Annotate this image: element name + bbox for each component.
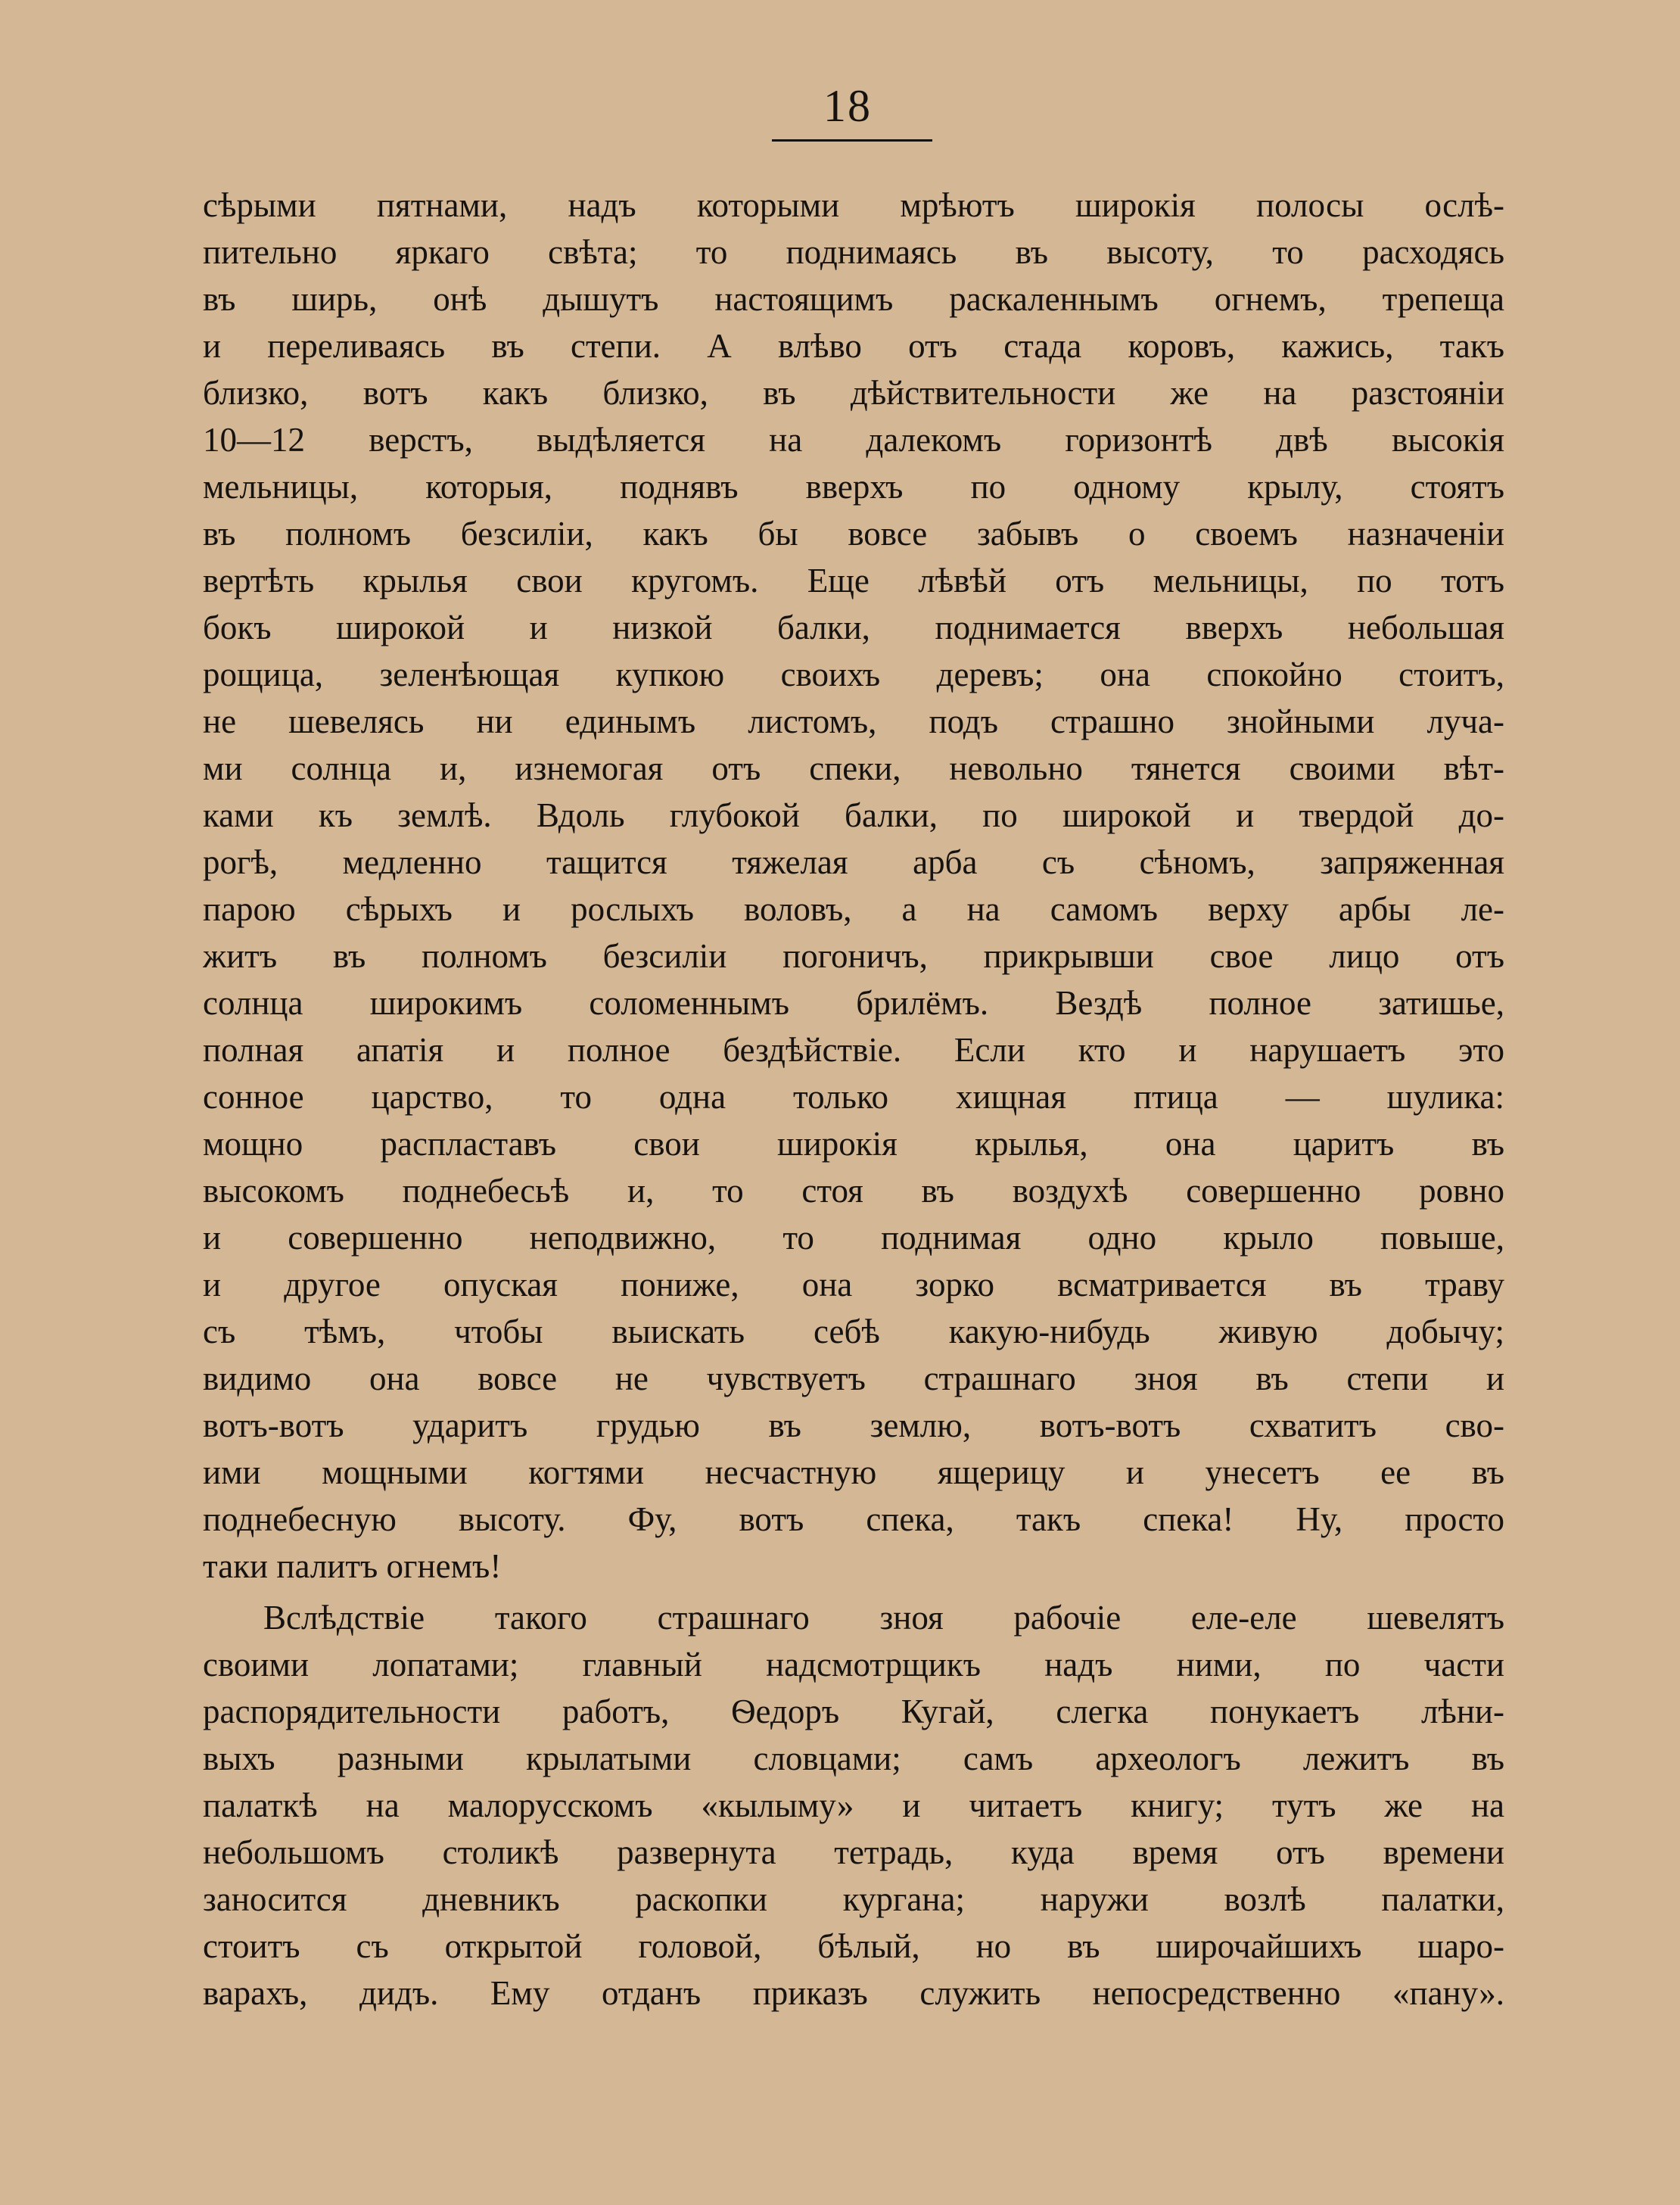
text-line: полная апатія и полное бездѣйствіе. Если кто и нарушаетъ это	[203, 1031, 1504, 1069]
page-number-rule	[772, 139, 932, 142]
text-line: близко, вотъ какъ близко, въ дѣйствительности же на разстояніи	[203, 374, 1504, 412]
text-line: пительно яркаго свѣта; то поднимаясь въ высоту, то расходясь	[203, 233, 1504, 271]
text-line: таки палитъ огнемъ!	[203, 1547, 502, 1585]
text-line: и другое опуская пониже, она зорко всматривается въ траву	[203, 1266, 1504, 1303]
text-line: парою сѣрыхъ и рослыхъ воловъ, а на самомъ верху арбы ле-	[203, 890, 1504, 928]
text-line: выхъ разными крылатыми словцами; самъ археологъ лежитъ въ	[203, 1739, 1504, 1777]
paragraph-1	[203, 182, 1504, 1590]
text-line: мельницы, которыя, поднявъ вверхъ по одному крылу, стоятъ	[203, 468, 1504, 506]
text-line: не шевелясь ни единымъ листомъ, подъ страшно знойными луча-	[203, 702, 1504, 740]
text-line: ками къ землѣ. Вдоль глубокой балки, по широкой и твердой до-	[203, 796, 1504, 834]
page-number: 18	[823, 81, 872, 131]
text-line: поднебесную высоту. Фу, вотъ спека, такъ спека! Ну, просто	[203, 1500, 1504, 1538]
text-line: въ ширь, онѣ дышутъ настоящимъ раскаленнымъ огнемъ, трепеща	[203, 280, 1504, 318]
text-line: рощица, зеленѣющая купкою своихъ деревъ; она спокойно стоитъ,	[203, 656, 1504, 693]
text-line: ми солнца и, изнемогая отъ спеки, невольно тянется своими вѣт-	[203, 749, 1504, 787]
text-line: въ полномъ безсиліи, какъ бы вовсе забывъ о своемъ назначеніи	[203, 515, 1504, 553]
text-line: вотъ-вотъ ударитъ грудью въ землю, вотъ-вотъ схватитъ сво-	[203, 1406, 1504, 1444]
text-line: своими лопатами; главный надсмотрщикъ надъ ними, по части	[203, 1646, 1504, 1683]
text-line: солнца широкимъ соломеннымъ брилёмъ. Вездѣ полное затишье,	[203, 984, 1504, 1022]
text-line: заносится дневникъ раскопки кургана; наружи возлѣ палатки,	[203, 1880, 1504, 1918]
text-line: житъ въ полномъ безсиліи погоничъ, прикрывши свое лицо отъ	[203, 937, 1504, 975]
text-line: 10—12 верстъ, выдѣляется на далекомъ горизонтѣ двѣ высокія	[203, 421, 1504, 459]
text-line: съ тѣмъ, чтобы выискать себѣ какую-нибудь живую добычу;	[203, 1313, 1504, 1350]
paragraph-2	[203, 1594, 1504, 2017]
text-line: бокъ широкой и низкой балки, поднимается вверхъ небольшая	[203, 609, 1504, 646]
text-line: стоитъ съ открытой головой, бѣлый, но въ широчайшихъ шаро-	[203, 1927, 1504, 1965]
text-line: варахъ, дидъ. Ему отданъ приказъ служить непосредственно «пану».	[203, 1974, 1504, 2012]
text-line: высокомъ поднебесьѣ и, то стоя въ воздухѣ совершенно ровно	[203, 1172, 1504, 1210]
text-line: мощно распластавъ свои широкія крылья, она царитъ въ	[203, 1125, 1504, 1163]
text-line: палаткѣ на малорусскомъ «кылыму» и читаетъ книгу; тутъ же на	[203, 1786, 1504, 1824]
text-line: рогѣ, медленно тащится тяжелая арба съ сѣномъ, запряженная	[203, 843, 1504, 881]
text-line: сѣрыми пятнами, надъ которыми мрѣютъ широкія полосы ослѣ-	[203, 186, 1504, 224]
text-line: вертѣть крылья свои кругомъ. Еще лѣвѣй отъ мельницы, по тотъ	[203, 562, 1504, 600]
text-line: сонное царство, то одна только хищная птица — шулика:	[203, 1078, 1504, 1116]
text-line: и совершенно неподвижно, то поднимая одно крыло повыше,	[203, 1219, 1504, 1257]
body-text	[203, 182, 1504, 2017]
text-line: и переливаясь въ степи. А влѣво отъ стада коровъ, кажись, такъ	[203, 327, 1504, 365]
text-line: небольшомъ столикѣ развернута тетрадь, куда время отъ времени	[203, 1833, 1504, 1871]
text-line: видимо она вовсе не чувствуетъ страшнаго зноя въ степи и	[203, 1359, 1504, 1397]
text-line: Вслѣдствіе такого страшнаго зноя рабочіе еле-еле шевелятъ	[263, 1599, 1504, 1637]
text-line: распорядительности работъ, Ѳедоръ Кугай, слегка понукаетъ лѣни-	[203, 1693, 1504, 1730]
text-line: ими мощными когтями несчастную ящерицу и унесетъ ее въ	[203, 1453, 1504, 1491]
